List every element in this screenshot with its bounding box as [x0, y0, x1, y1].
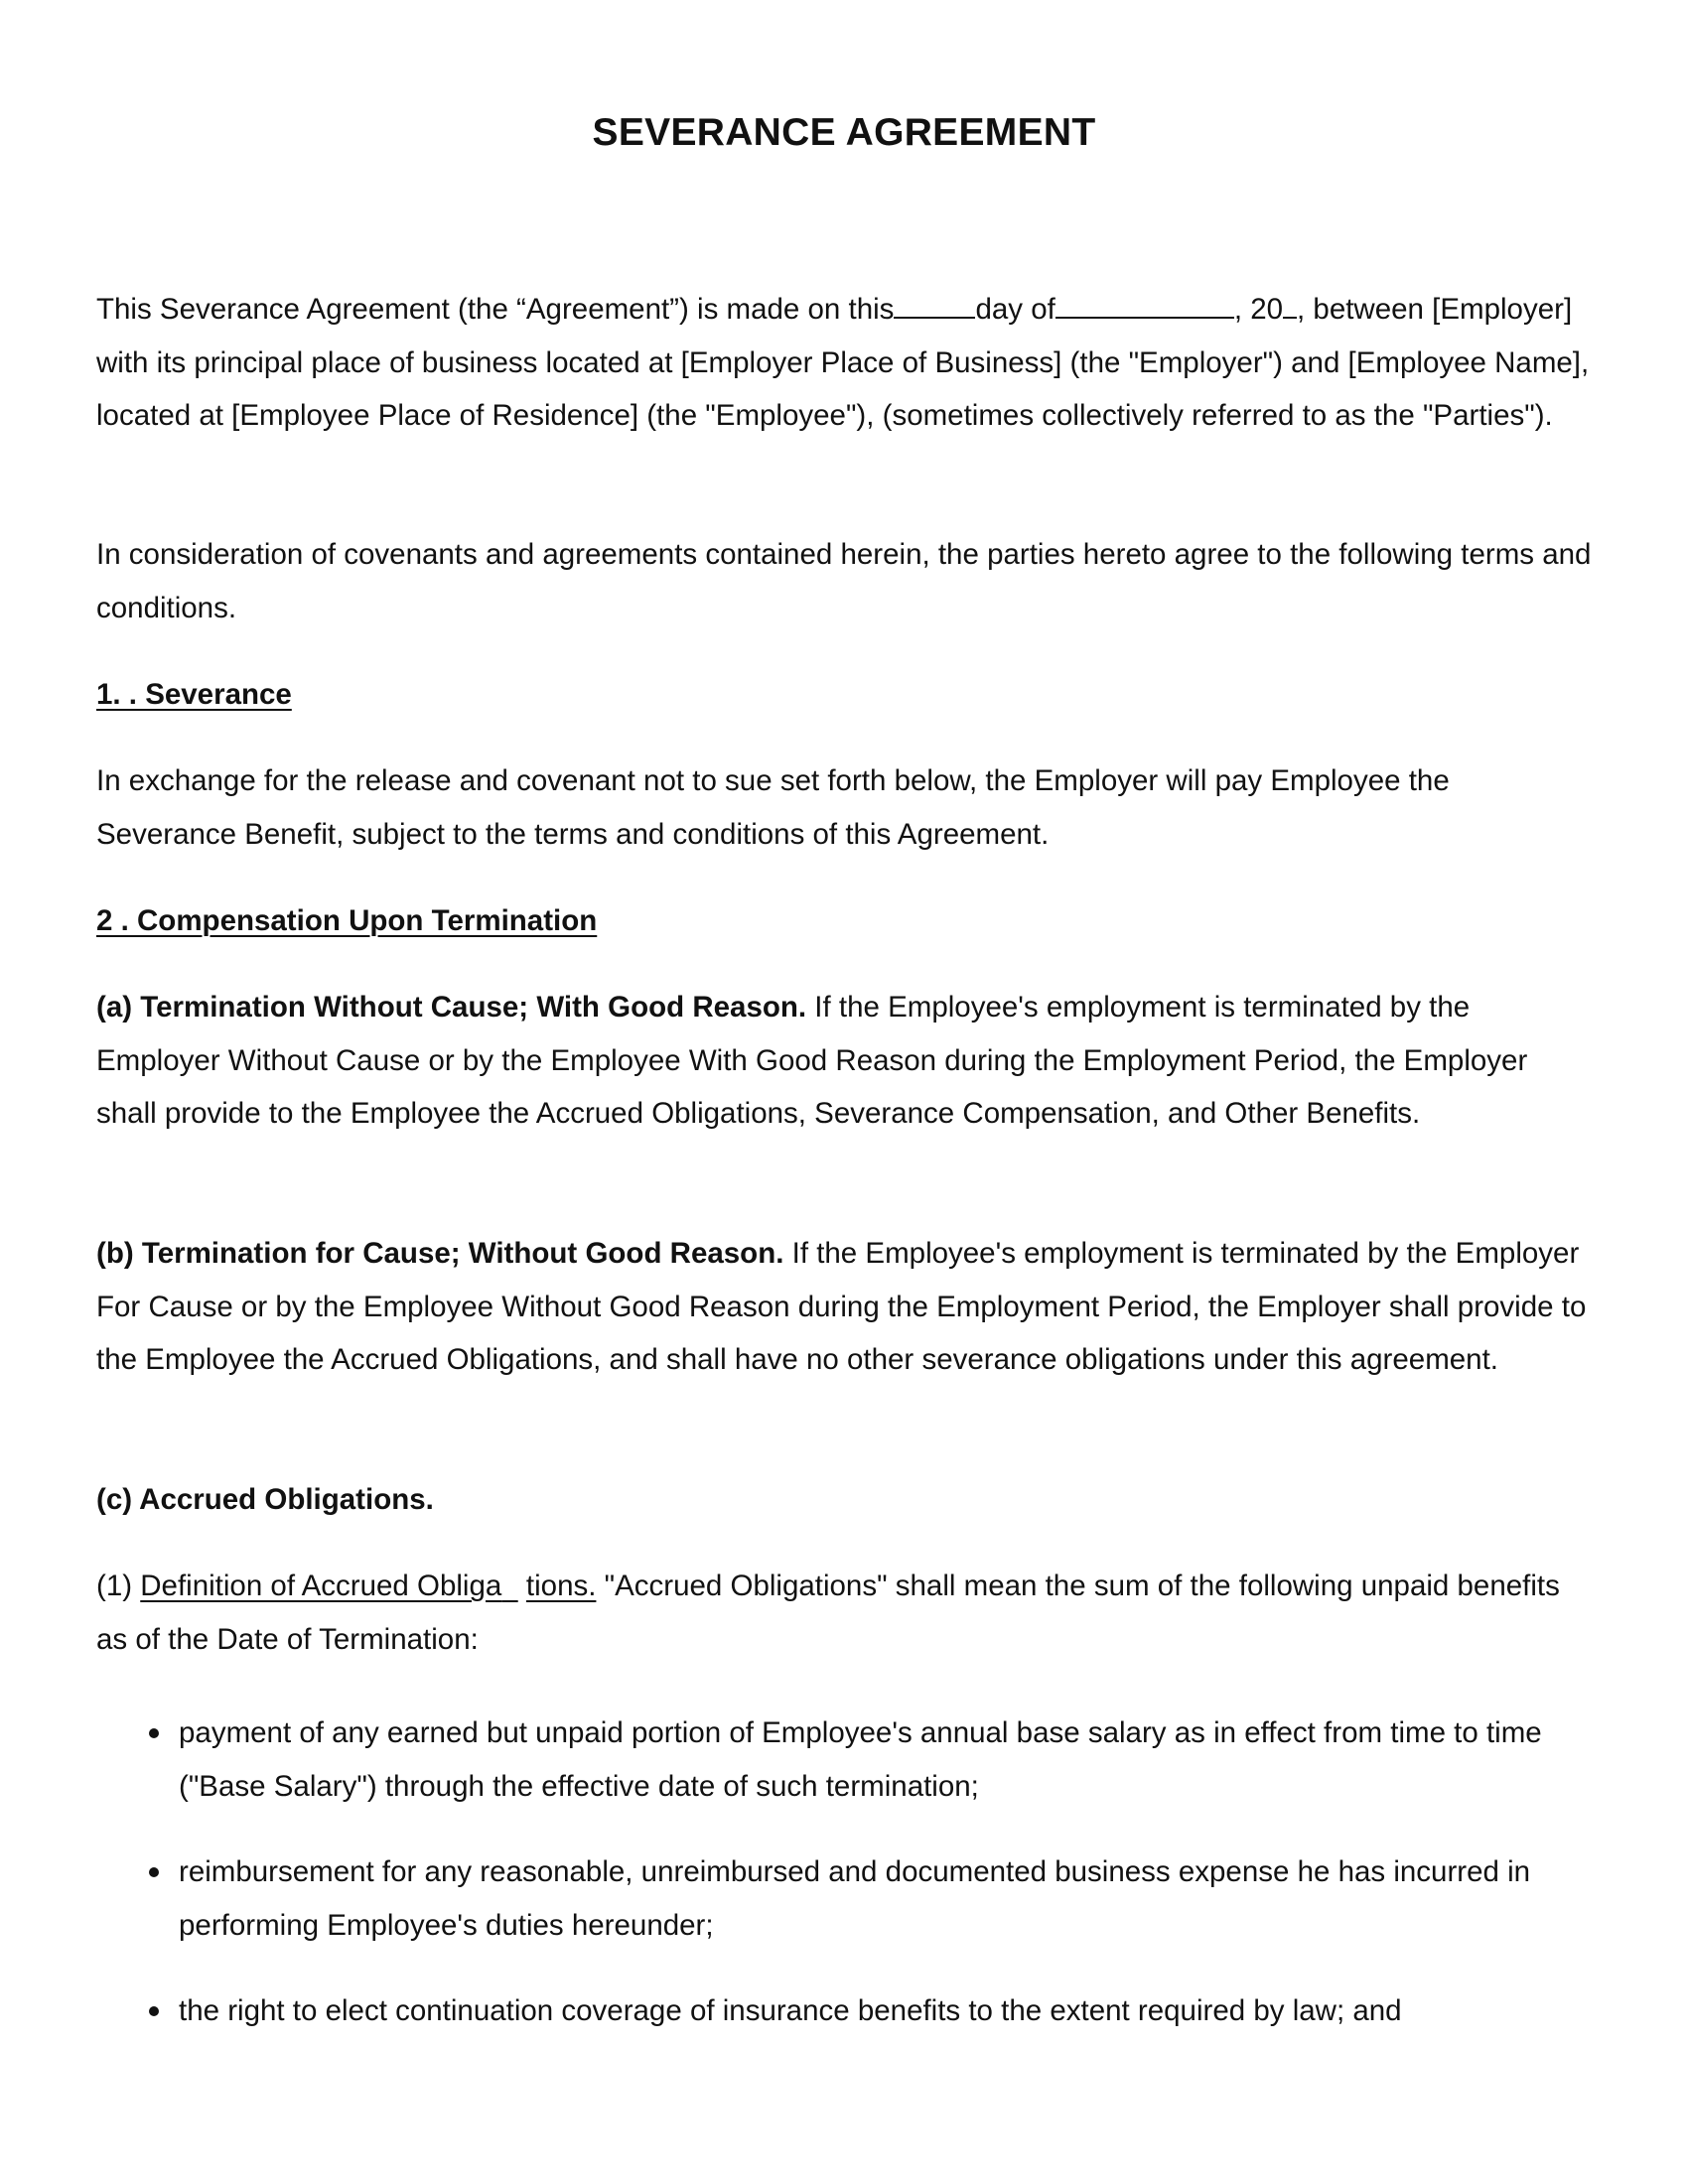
clause-b-text: If the Employee's employment is terminated by the Employer For Cause or by the Employee Without Good Reason during the Employment Period, the Employer shall provide to the Employee the Accrued Obligations, and shall have no other severance obligations under this agreement. — [96, 1237, 1587, 1376]
clause-b-label: (b) Termination for Cause; Without Good Reason. — [96, 1237, 784, 1270]
bullet-icon — [149, 2006, 159, 2016]
intro-text-3: , 20 — [1233, 293, 1284, 326]
year-blank[interactable] — [1283, 289, 1297, 319]
list-item-text: the right to elect continuation coverage of insurance benefits to the extent required by law; and — [179, 1994, 1402, 2027]
list-item — [96, 1845, 1596, 1952]
list-item — [96, 1984, 1596, 2038]
section-2-heading: 2 . Compensation Upon Termination — [96, 904, 598, 937]
intro-text-4: , between [Employer] with its principal place of business located at [Employer Place of Business] (the "Employer") and [Employee Name], located at [Employee Place of Residence] (the "Employee"), (sometimes collectively referred to as the "Parties"). — [96, 293, 1590, 432]
accrued-obligations-definition-link-part1: Definition of Accrued Obliga — [140, 1570, 502, 1602]
clause-c-label: (c) Accrued Obligations. — [96, 1483, 434, 1516]
clause-a-text: If the Employee's employment is terminated by the Employer Without Cause or by the Employee With Good Reason during the Employment Period, the Employer shall provide to the Employee the Accrued Obligations, Severance Compensation, and Other Benefits. — [96, 991, 1528, 1130]
month-blank[interactable] — [1055, 289, 1234, 319]
bullet-icon — [149, 1728, 159, 1738]
intro-text-2: day of — [975, 293, 1055, 326]
section-1-heading: 1. . Severance — [96, 678, 292, 711]
clause-c1-paragraph — [96, 1560, 1596, 1666]
day-blank[interactable] — [894, 289, 975, 319]
accrued-obligations-definition-gap — [501, 1570, 517, 1602]
list-item-text: reimbursement for any reasonable, unreimbursed and documented business expense he has incurred in performing Employee's duties hereunder; — [179, 1855, 1531, 1942]
accrued-obligations-definition-link-part2: tions. — [525, 1570, 597, 1602]
clause-b-paragraph — [96, 1227, 1596, 1387]
consideration-paragraph: In consideration of covenants and agreements contained herein, the parties hereto agree to the following terms and conditions. — [96, 538, 1592, 624]
accrued-obligations-list — [96, 1706, 1596, 2038]
clause-c1-prefix: (1) — [96, 1570, 141, 1602]
section-1-text: In exchange for the release and covenant not to sue set forth below, the Employer will pay Employee the Severance Benefit, subject to the terms and conditions of this Agreement. — [96, 764, 1450, 851]
intro-text-1: This Severance Agreement (the “Agreement”) is made on this — [96, 293, 895, 326]
document-title: SEVERANCE AGREEMENT — [592, 111, 1096, 154]
clause-a-label: (a) Termination Without Cause; With Good Reason. — [96, 991, 807, 1024]
bullet-icon — [149, 1867, 159, 1877]
clause-c1-text: "Accrued Obligations" shall mean the sum of the following unpaid benefits as of the Date of Termination: — [96, 1570, 1560, 1656]
intro-paragraph — [96, 283, 1596, 443]
list-item — [96, 1706, 1596, 1813]
clause-a-paragraph — [96, 981, 1596, 1141]
list-item-text: payment of any earned but unpaid portion of Employee's annual base salary as in effect from time to time ("Base Salary") through the effective date of such termination; — [179, 1716, 1542, 1803]
